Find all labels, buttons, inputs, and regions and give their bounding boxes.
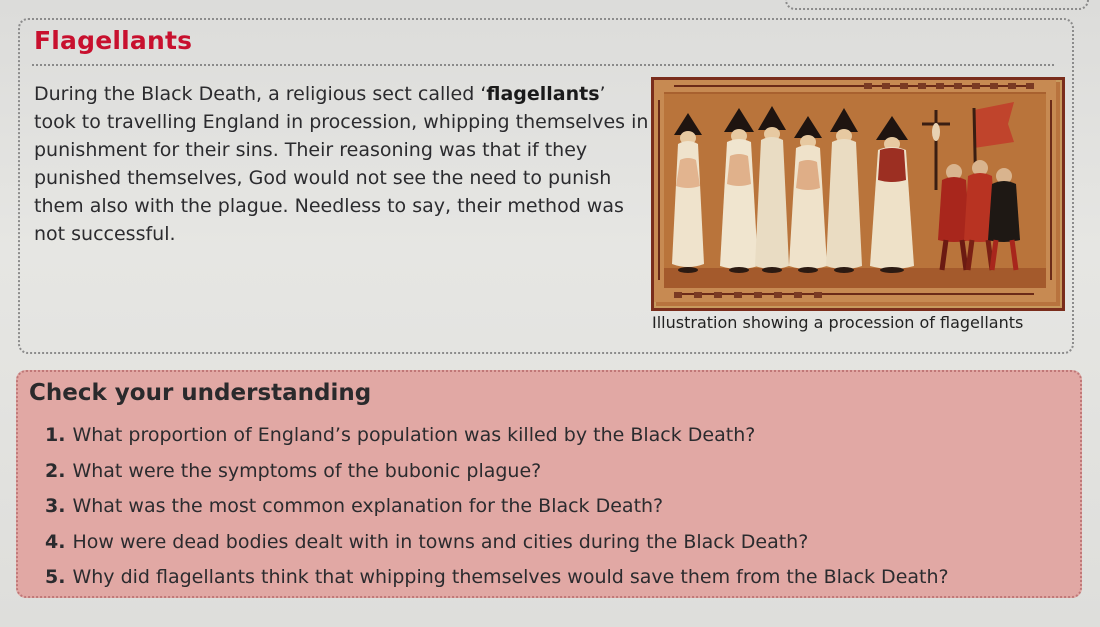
check-understanding-title: Check your understanding (29, 380, 372, 406)
paragraph-bold-term: flagellants (486, 83, 600, 105)
question-text: What were the symptoms of the bubonic plague? (72, 459, 542, 482)
question-number: 5. (45, 566, 66, 588)
section-title: Flagellants (34, 26, 193, 55)
question-4 (45, 525, 1065, 561)
question-text: What proportion of England’s population was killed by the Black Death? (72, 424, 756, 446)
question-text: What was the most common explanation for the Black Death? (72, 495, 664, 517)
question-number: 3. (45, 495, 66, 517)
paragraph-text-end: ’ took to travelling England in procession, whipping themselves in punishment for their sins. Their reasoning was that if they punished themselves, God would not see the need to punish them also with the plague. Needless to say, their method was not successful. (34, 83, 649, 245)
question-3 (45, 489, 1065, 525)
question-2 (45, 454, 1065, 490)
question-1 (45, 418, 1065, 454)
illustration-caption: Illustration showing a procession of flagellants (652, 313, 1024, 332)
question-text: How were dead bodies dealt with in towns and cities during the Black Death? (72, 530, 809, 553)
flagellants-paragraph (34, 80, 649, 248)
question-text: Why did flagellants think that whipping themselves would save them from the Black Death? (72, 566, 949, 588)
question-list (45, 418, 1065, 596)
question-number: 4. (45, 530, 66, 553)
question-number: 2. (45, 459, 66, 482)
previous-section-box (785, 0, 1089, 10)
flagellants-illustration (651, 77, 1065, 311)
question-5 (45, 560, 1065, 596)
paragraph-text-start: During the Black Death, a religious sect called ‘ (34, 83, 487, 105)
question-number: 1. (45, 424, 66, 446)
title-divider (32, 64, 1054, 66)
